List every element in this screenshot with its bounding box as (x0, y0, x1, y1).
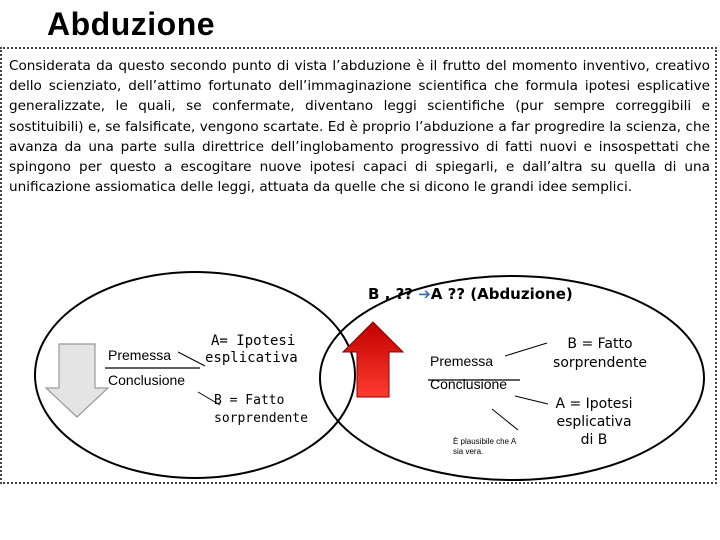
right-plausible-leader-line (492, 409, 518, 430)
right-b-line2: sorprendente (553, 355, 647, 371)
right-a-label (548, 395, 640, 449)
right-a-leader-line (515, 396, 548, 404)
right-premessa: Premessa (430, 353, 494, 369)
up-arrow-icon (343, 322, 403, 397)
left-b-line2: sorprendente (214, 411, 308, 426)
left-b-line1: B = Fatto (214, 393, 285, 408)
right-b-line1: B = Fatto (567, 336, 633, 352)
left-a-line2: esplicativa (205, 350, 298, 366)
right-a-line2: esplicativa (556, 414, 632, 430)
right-b-leader-line (505, 343, 547, 356)
right-a-line3: di B (580, 432, 608, 448)
diagram-header (368, 285, 573, 303)
intro-paragraph: Considerata da questo secondo punto di vista l’abduzione è il frutto del momento inventivo, creativo dello scienziato, dell’attimo fortunato dell’immaginazione scientifica che formula ipotesi esplicative generalizzate, le quali, se confermate, diventano leggi scientifiche (pur sempre correggibili e sostituibili) e, se falsificate, vengono scartate. Ed è proprio l’abduzione a far progredire la scienza, che avanza da una parte sulla direttrice dell’inglobamento progressivo di fatti nuovi e insospettati che spingono per questo a escogitare nuove ipotesi capaci di spiegarli, e dall’altra su quella di una unificazione assiomatica delle leggi, attuata da quelle che si dicono le grandi idee semplici. (9, 58, 710, 196)
right-b-label (546, 335, 654, 373)
header-prefix: B , ?? (368, 285, 419, 303)
header-suffix: A ?? (Abduzione) (430, 285, 573, 303)
slide-title: Abduzione (47, 6, 216, 42)
right-a-line1: A = Ipotesi (555, 396, 633, 412)
plausible-line1: È plausibile che A (453, 437, 517, 446)
plausible-note (453, 437, 516, 457)
down-arrow-icon (46, 344, 108, 417)
right-arrow-icon: ➔ (418, 285, 431, 303)
left-a-leader-line (178, 352, 205, 366)
left-premessa: Premessa (108, 347, 172, 363)
left-a-line1: A= Ipotesi (211, 333, 296, 349)
right-conclusione: Conclusione (430, 376, 508, 392)
left-conclusione: Conclusione (108, 372, 186, 388)
plausible-line2: sia vera. (453, 447, 484, 456)
